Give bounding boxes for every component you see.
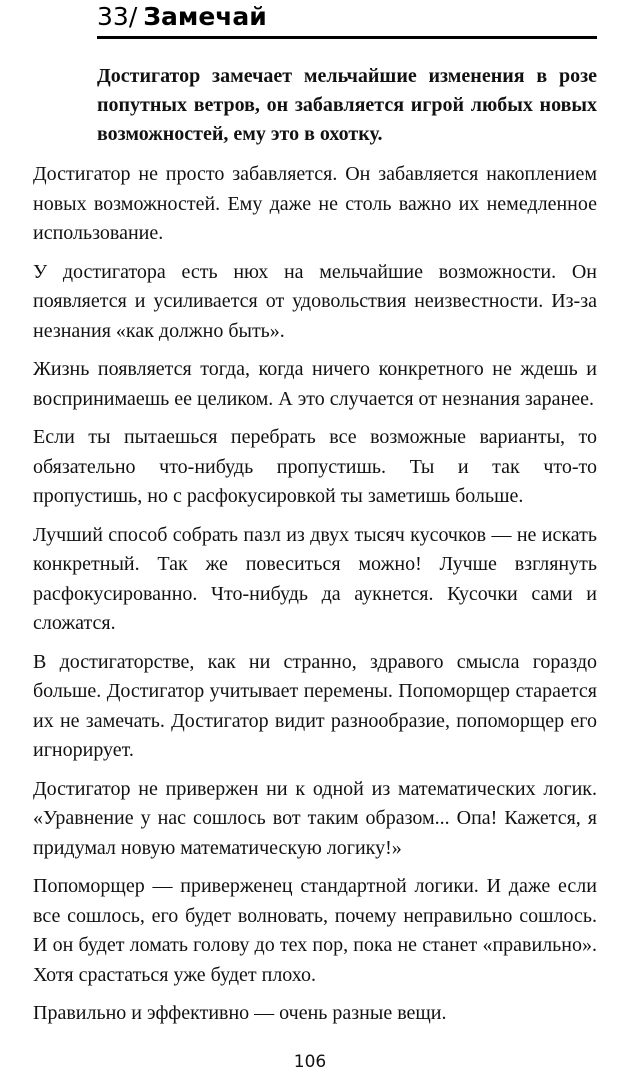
paragraph: Жизнь появляется тогда, когда ничего конкретного не ждешь и воспринимаешь ее целиком. А это случается от незнания заранее.	[33, 358, 597, 410]
paragraph: Если ты пытаешься перебрать все возможные варианты, то обязательно что-нибудь пропустишь. Ты и так что-то пропустишь, но с расфокусировкой ты заметишь больше.	[33, 426, 597, 507]
chapter-title: Замечай	[143, 2, 267, 31]
paragraph: Достигатор не привержен ни к одной из математических логик. «Уравнение у нас сошлось вот таким образом... Опа! Кажется, я придумал новую математическую логику!»	[33, 777, 597, 859]
chapter-separator: /	[128, 2, 138, 31]
chapter-number: 33	[97, 2, 129, 31]
paragraph: У достигатора есть нюх на мельчайшие возможности. Он появляется и усиливается от удовольствия неизвестности. Из-за незнания «как должно быть».	[33, 260, 597, 342]
paragraph: Попоморщер — приверженец стандартной логики. И даже если все сошлось, его будет волновать, почему неправильно сошлось. И он будет ломать голову до тех пор, пока не станет «правильно». Хотя срастаться уже будет плохо.	[33, 875, 597, 986]
paragraph: В достигаторстве, как ни странно, здравого смысла гораздо больше. Достигатор учитывает перемены. Попоморщер старается их не замечать. Достигатор видит разнообразие, попоморщер его игнорирует.	[33, 650, 597, 761]
heading-rule	[97, 36, 597, 39]
body-text	[33, 160, 597, 1038]
page-number: 106	[293, 1052, 327, 1072]
paragraph: Правильно и эффективно — очень разные вещи.	[33, 1002, 447, 1024]
paragraph: Лучший способ собрать пазл из двух тысяч кусочков — не искать конкретный. Так же повеситься можно! Лучше взглянуть расфокусированно. Что-нибудь да аукнется. Кусочки сами и сложатся.	[33, 523, 597, 634]
paragraph: Достигатор не просто забавляется. Он забавляется накоплением новых возможностей. Ему даже не столь важно их немедленное использование.	[33, 163, 597, 244]
lead-paragraph: Достигатор замечает мельчайшие изменения в розе попутных ветров, он забавляется игрой любых новых возможностей, ему это в охотку.	[97, 65, 597, 145]
